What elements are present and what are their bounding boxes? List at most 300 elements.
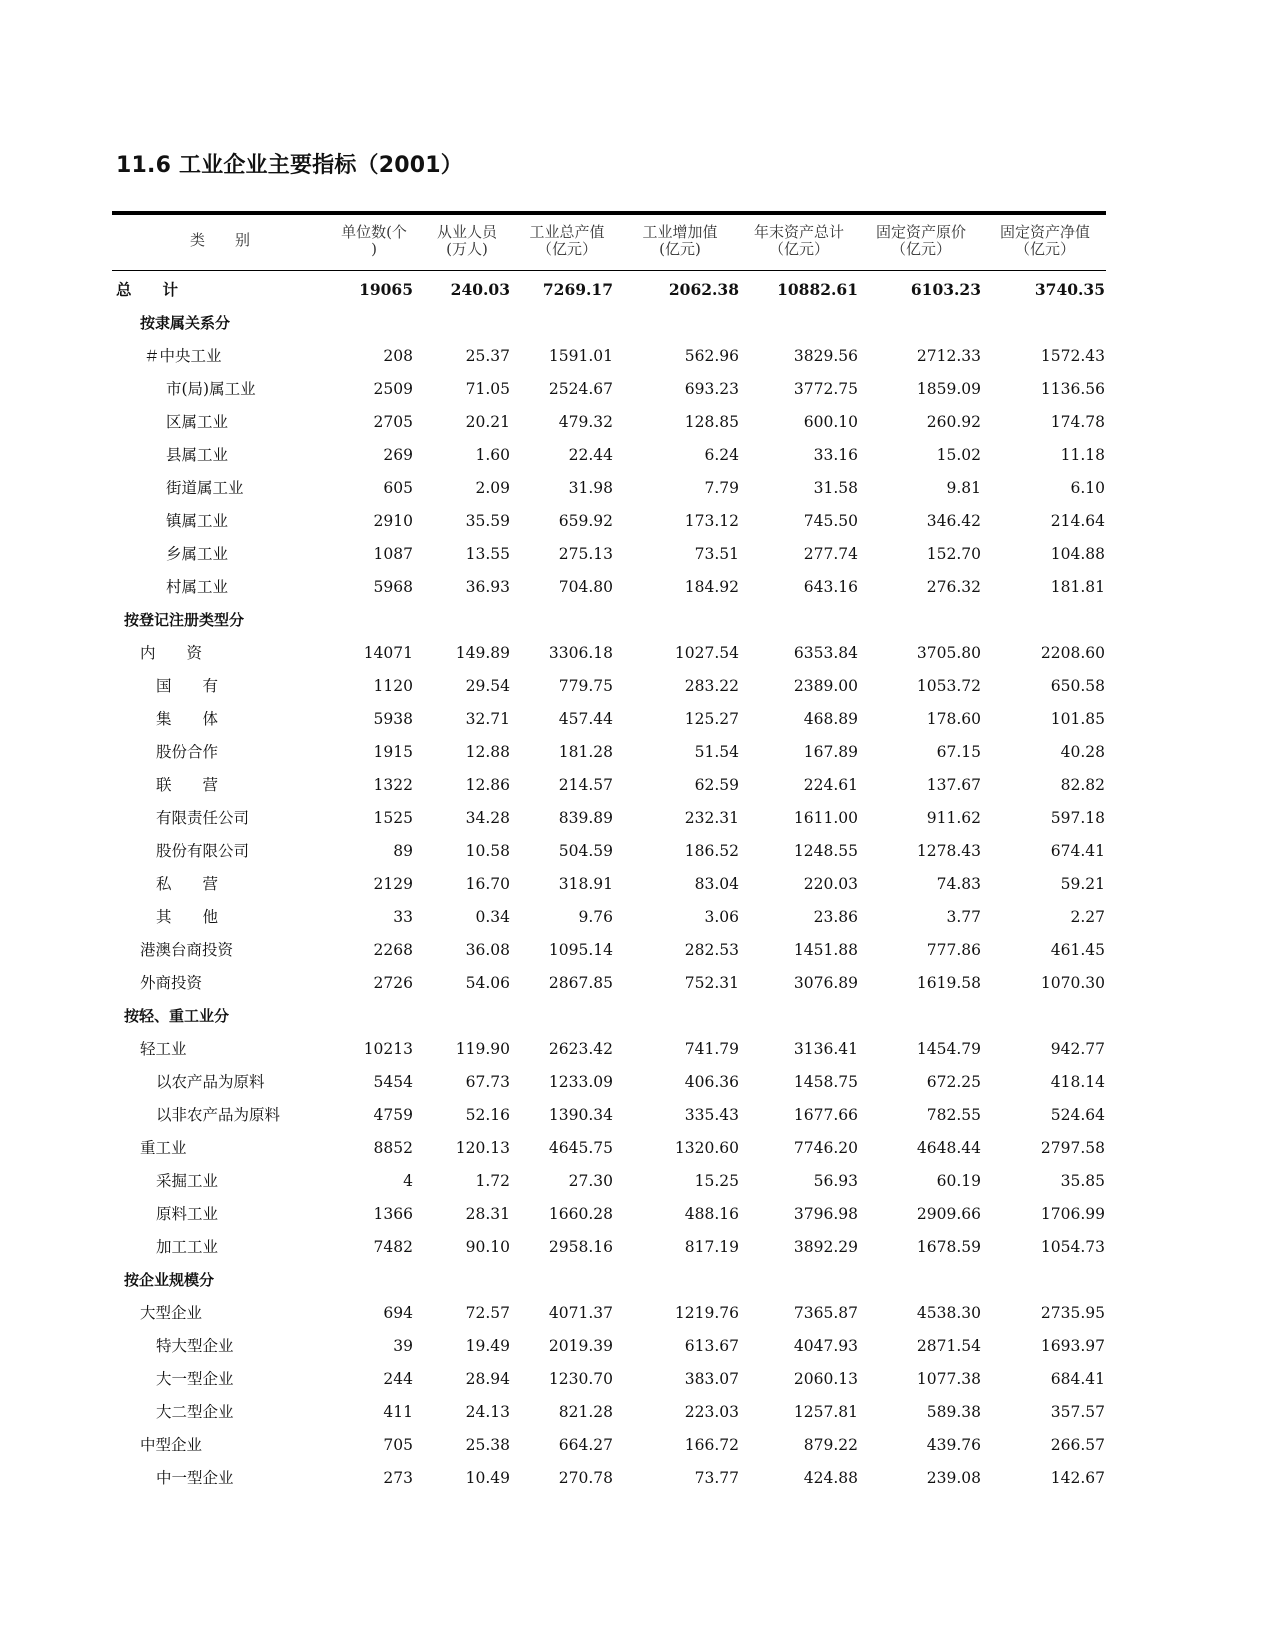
cell-value: 125.27: [684, 710, 739, 728]
cell-value: 418.14: [1050, 1073, 1105, 1091]
cell-value: 2726: [373, 974, 413, 992]
table-row: [112, 542, 1106, 566]
cell-value: 1257.81: [793, 1403, 858, 1421]
cell-value: 1278.43: [916, 842, 981, 860]
cell-value: 232.31: [684, 809, 739, 827]
cell-value: 137.67: [926, 776, 981, 794]
cell-value: 1859.09: [916, 380, 981, 398]
table-row: [112, 1466, 1106, 1490]
cell-value: 3136.41: [793, 1040, 858, 1058]
cell-value: 2268: [373, 941, 413, 959]
cell-value: 9.81: [946, 479, 981, 497]
column-header-line1: 工业增加值: [642, 223, 718, 241]
row-label: 以农产品为原料: [156, 1073, 265, 1091]
cell-value: 839.89: [558, 809, 613, 827]
cell-value: 488.16: [684, 1205, 739, 1223]
cell-value: 181.28: [558, 743, 613, 761]
cell-value: 10.49: [465, 1469, 510, 1487]
cell-value: 1322: [373, 776, 413, 794]
cell-value: 83.04: [694, 875, 739, 893]
cell-value: 12.88: [465, 743, 510, 761]
cell-value: 1366: [373, 1205, 413, 1223]
row-label: 国 有: [156, 677, 219, 695]
table-row: [112, 938, 1106, 962]
cell-value: 7746.20: [793, 1139, 858, 1157]
cell-value: 1136.56: [1040, 380, 1105, 398]
cell-value: 3306.18: [548, 644, 613, 662]
cell-value: 275.13: [558, 545, 613, 563]
cell-value: 1572.43: [1040, 347, 1105, 365]
section-row: [112, 1004, 1106, 1028]
cell-value: 1320.60: [674, 1139, 739, 1157]
table-row: [112, 641, 1106, 665]
cell-value: 239.08: [926, 1469, 981, 1487]
cell-value: 1693.97: [1040, 1337, 1105, 1355]
cell-value: 406.36: [684, 1073, 739, 1091]
cell-value: 74.83: [936, 875, 981, 893]
cell-value: 12.86: [465, 776, 510, 794]
cell-value: 4071.37: [548, 1304, 613, 1322]
cell-value: 32.71: [465, 710, 510, 728]
cell-value: 72.57: [465, 1304, 510, 1322]
cell-value: 1706.99: [1040, 1205, 1105, 1223]
cell-value: 779.75: [558, 677, 613, 695]
cell-value: 10.58: [465, 842, 510, 860]
cell-value: 2129: [373, 875, 413, 893]
cell-value: 31.58: [813, 479, 858, 497]
section-row: [112, 608, 1106, 632]
cell-value: 2.09: [475, 479, 510, 497]
cell-value: 383.07: [684, 1370, 739, 1388]
cell-value: 5454: [373, 1073, 413, 1091]
row-label: 乡属工业: [166, 545, 229, 563]
column-header-line1: 年末资产总计: [753, 223, 844, 241]
table-row: [112, 740, 1106, 764]
row-label: 按企业规模分: [124, 1271, 215, 1289]
row-label: 大型企业: [140, 1304, 203, 1322]
cell-value: 704.80: [558, 578, 613, 596]
cell-value: 439.76: [926, 1436, 981, 1454]
cell-value: 2712.33: [916, 347, 981, 365]
cell-value: 73.51: [694, 545, 739, 563]
row-label: 大一型企业: [156, 1370, 234, 1388]
cell-value: 181.81: [1050, 578, 1105, 596]
table-row: [112, 872, 1106, 896]
cell-value: 694: [383, 1304, 413, 1322]
table-row: [112, 1070, 1106, 1094]
cell-value: 3892.29: [793, 1238, 858, 1256]
table-row: [112, 443, 1106, 467]
cell-value: 15.25: [694, 1172, 739, 1190]
cell-value: 35.85: [1060, 1172, 1105, 1190]
table-row: [112, 1433, 1106, 1457]
cell-value: 3.77: [946, 908, 981, 926]
cell-value: 4648.44: [916, 1139, 981, 1157]
row-label: 中一型企业: [156, 1469, 234, 1487]
cell-value: 457.44: [558, 710, 613, 728]
cell-value: 167.89: [803, 743, 858, 761]
cell-value: 1053.72: [916, 677, 981, 695]
cell-value: 40.28: [1060, 743, 1105, 761]
cell-value: 15.02: [936, 446, 981, 464]
column-header-line1: 固定资产原价: [875, 223, 966, 241]
table-row: [112, 377, 1106, 401]
row-label: 外商投资: [140, 974, 203, 992]
cell-value: 524.64: [1050, 1106, 1105, 1124]
row-label: 内 资: [140, 644, 203, 662]
cell-value: 2867.85: [548, 974, 613, 992]
page-title: 11.6 工业企业主要指标（2001）: [116, 153, 463, 178]
cell-value: 6103.23: [910, 280, 981, 299]
cell-value: 1591.01: [548, 347, 613, 365]
table-row: [112, 1037, 1106, 1061]
cell-value: 4047.93: [793, 1337, 858, 1355]
cell-value: 600.10: [803, 413, 858, 431]
cell-value: 659.92: [558, 512, 613, 530]
cell-value: 20.21: [465, 413, 510, 431]
cell-value: 224.61: [803, 776, 858, 794]
table-row: [112, 575, 1106, 599]
cell-value: 19.49: [465, 1337, 510, 1355]
cell-value: 186.52: [684, 842, 739, 860]
cell-value: 1678.59: [916, 1238, 981, 1256]
row-label: 轻工业: [140, 1040, 187, 1058]
row-label: 联 营: [156, 776, 219, 794]
cell-value: 90.10: [465, 1238, 510, 1256]
cell-value: 67.73: [465, 1073, 510, 1091]
cell-value: 613.67: [684, 1337, 739, 1355]
table-row: [112, 1301, 1106, 1325]
cell-value: 25.38: [465, 1436, 510, 1454]
row-label: 加工工业: [156, 1238, 219, 1256]
cell-value: 411: [383, 1403, 413, 1421]
cell-value: 178.60: [926, 710, 981, 728]
header-bottom-rule: [112, 270, 1106, 271]
cell-value: 1230.70: [548, 1370, 613, 1388]
cell-value: 104.88: [1050, 545, 1105, 563]
cell-value: 1454.79: [916, 1040, 981, 1058]
cell-value: 120.13: [455, 1139, 510, 1157]
cell-value: 208: [383, 347, 413, 365]
row-label: 其 他: [156, 908, 219, 926]
cell-value: 2524.67: [548, 380, 613, 398]
cell-value: 82.82: [1060, 776, 1105, 794]
cell-value: 4538.30: [916, 1304, 981, 1322]
cell-value: 10882.61: [777, 280, 858, 299]
cell-value: 3705.80: [916, 644, 981, 662]
cell-value: 741.79: [684, 1040, 739, 1058]
cell-value: 223.03: [684, 1403, 739, 1421]
cell-value: 89: [393, 842, 413, 860]
table-row: [112, 1103, 1106, 1127]
cell-value: 27.30: [568, 1172, 613, 1190]
cell-value: 11.18: [1060, 446, 1105, 464]
cell-value: 51.54: [694, 743, 739, 761]
cell-value: 693.23: [684, 380, 739, 398]
cell-value: 7482: [373, 1238, 413, 1256]
cell-value: 33.16: [813, 446, 858, 464]
cell-value: 674.41: [1050, 842, 1105, 860]
cell-value: 1390.34: [548, 1106, 613, 1124]
table-row: [112, 476, 1106, 500]
cell-value: 166.72: [684, 1436, 739, 1454]
cell-value: 424.88: [803, 1469, 858, 1487]
cell-value: 879.22: [803, 1436, 858, 1454]
cell-value: 67.15: [936, 743, 981, 761]
table-row: [112, 1169, 1106, 1193]
cell-value: 16.70: [465, 875, 510, 893]
table-row: [112, 1400, 1106, 1424]
cell-value: 214.57: [558, 776, 613, 794]
column-header: [422, 224, 512, 258]
row-label: 原料工业: [156, 1205, 219, 1223]
cell-value: 269: [383, 446, 413, 464]
column-header-line2: (万人): [446, 240, 488, 258]
cell-value: 2705: [373, 413, 413, 431]
cell-value: 2389.00: [793, 677, 858, 695]
cell-value: 6353.84: [793, 644, 858, 662]
cell-value: 589.38: [926, 1403, 981, 1421]
cell-value: 2797.58: [1040, 1139, 1105, 1157]
column-header-line1: 固定资产净值: [999, 223, 1090, 241]
cell-value: 3772.75: [793, 380, 858, 398]
cell-value: 3796.98: [793, 1205, 858, 1223]
cell-value: 28.94: [465, 1370, 510, 1388]
cell-value: 357.57: [1050, 1403, 1105, 1421]
column-header: [861, 224, 981, 258]
cell-value: 149.89: [455, 644, 510, 662]
cell-value: 273: [383, 1469, 413, 1487]
cell-value: 35.59: [465, 512, 510, 530]
cell-value: 282.53: [684, 941, 739, 959]
cell-value: 14071: [363, 644, 413, 662]
cell-value: 1451.88: [793, 941, 858, 959]
cell-value: 817.19: [684, 1238, 739, 1256]
cell-value: 7269.17: [542, 280, 613, 299]
row-label: 特大型企业: [156, 1337, 234, 1355]
cell-value: 28.31: [465, 1205, 510, 1223]
row-label: 有限责任公司: [156, 809, 250, 827]
table-row: [112, 971, 1106, 995]
cell-value: 2623.42: [548, 1040, 613, 1058]
cell-value: 3076.89: [793, 974, 858, 992]
cell-value: 597.18: [1050, 809, 1105, 827]
cell-value: 1660.28: [548, 1205, 613, 1223]
table-row: [112, 410, 1106, 434]
row-label: 区属工业: [166, 413, 229, 431]
cell-value: 277.74: [803, 545, 858, 563]
cell-value: 2208.60: [1040, 644, 1105, 662]
cell-value: 1120: [373, 677, 413, 695]
cell-value: 7365.87: [793, 1304, 858, 1322]
cell-value: 1233.09: [548, 1073, 613, 1091]
cell-value: 777.86: [926, 941, 981, 959]
row-label: 重工业: [140, 1139, 187, 1157]
cell-value: 184.92: [684, 578, 739, 596]
cell-value: 2.27: [1070, 908, 1105, 926]
cell-value: 1219.76: [674, 1304, 739, 1322]
cell-value: 220.03: [803, 875, 858, 893]
cell-value: 62.59: [694, 776, 739, 794]
column-header-line1: 单位数(个: [341, 223, 407, 241]
cell-value: 214.64: [1050, 512, 1105, 530]
table-row: [112, 806, 1106, 830]
cell-value: 1.72: [475, 1172, 510, 1190]
cell-value: 8852: [373, 1139, 413, 1157]
table-row: [112, 1334, 1106, 1358]
cell-value: 468.89: [803, 710, 858, 728]
cell-value: 173.12: [684, 512, 739, 530]
cell-value: 2910: [373, 512, 413, 530]
row-label: 按轻、重工业分: [124, 1007, 230, 1025]
cell-value: 0.34: [475, 908, 510, 926]
cell-value: 25.37: [465, 347, 510, 365]
table-row: [112, 707, 1106, 731]
cell-value: 54.06: [465, 974, 510, 992]
cell-value: 52.16: [465, 1106, 510, 1124]
cell-value: 672.25: [926, 1073, 981, 1091]
cell-value: 34.28: [465, 809, 510, 827]
cell-value: 60.19: [936, 1172, 981, 1190]
column-header-line2: （亿元）: [536, 240, 597, 258]
cell-value: 1611.00: [793, 809, 858, 827]
cell-value: 2062.38: [668, 280, 739, 299]
row-label: 镇属工业: [166, 512, 229, 530]
cell-value: 33: [393, 908, 413, 926]
total-row: [112, 278, 1106, 302]
cell-value: 643.16: [803, 578, 858, 596]
cell-value: 2019.39: [548, 1337, 613, 1355]
cell-value: 650.58: [1050, 677, 1105, 695]
cell-value: 36.93: [465, 578, 510, 596]
cell-value: 1458.75: [793, 1073, 858, 1091]
cell-value: 29.54: [465, 677, 510, 695]
cell-value: 142.67: [1050, 1469, 1105, 1487]
column-header: [739, 224, 859, 258]
cell-value: 479.32: [558, 413, 613, 431]
cell-value: 745.50: [803, 512, 858, 530]
row-label: 街道属工业: [166, 479, 244, 497]
cell-value: 240.03: [450, 280, 510, 299]
column-header: [517, 224, 617, 258]
table-row: [112, 839, 1106, 863]
row-label: 市(局)属工业: [166, 380, 256, 398]
cell-value: 1525: [373, 809, 413, 827]
row-label: 按登记注册类型分: [124, 611, 245, 629]
row-label: 以非农产品为原料: [156, 1106, 281, 1124]
table-row: [112, 1202, 1106, 1226]
section-row: [112, 1268, 1106, 1292]
cell-value: 5938: [373, 710, 413, 728]
cell-value: 7.79: [704, 479, 739, 497]
row-label: 集 体: [156, 710, 219, 728]
table-row: [112, 1136, 1106, 1160]
cell-value: 5968: [373, 578, 413, 596]
cell-value: 36.08: [465, 941, 510, 959]
cell-value: 562.96: [684, 347, 739, 365]
column-header-line2: （亿元）: [768, 240, 829, 258]
table-row: [112, 344, 1106, 368]
cell-value: 2509: [373, 380, 413, 398]
cell-value: 266.57: [1050, 1436, 1105, 1454]
cell-value: 461.45: [1050, 941, 1105, 959]
cell-value: 1677.66: [793, 1106, 858, 1124]
row-label: 港澳台商投资: [140, 941, 234, 959]
cell-value: 260.92: [926, 413, 981, 431]
column-header-line2: （亿元）: [1014, 240, 1075, 258]
cell-value: 684.41: [1050, 1370, 1105, 1388]
cell-value: 1054.73: [1040, 1238, 1105, 1256]
cell-value: 782.55: [926, 1106, 981, 1124]
cell-value: 1027.54: [674, 644, 739, 662]
cell-value: 19065: [359, 280, 413, 299]
cell-value: 2958.16: [548, 1238, 613, 1256]
cell-value: 335.43: [684, 1106, 739, 1124]
table-top-rule: [112, 211, 1106, 215]
cell-value: 605: [383, 479, 413, 497]
cell-value: 10213: [363, 1040, 413, 1058]
cell-value: 3829.56: [793, 347, 858, 365]
row-label: 中型企业: [140, 1436, 203, 1454]
cell-value: 6.24: [704, 446, 739, 464]
cell-value: 39: [393, 1337, 413, 1355]
column-header-line2: ): [371, 240, 377, 258]
cell-value: 911.62: [926, 809, 981, 827]
table-row: [112, 773, 1106, 797]
cell-value: 2060.13: [793, 1370, 858, 1388]
cell-value: 22.44: [568, 446, 613, 464]
cell-value: 504.59: [558, 842, 613, 860]
cell-value: 4759: [373, 1106, 413, 1124]
cell-value: 174.78: [1050, 413, 1105, 431]
table-row: [112, 509, 1106, 533]
cell-value: 1095.14: [548, 941, 613, 959]
row-label: 村属工业: [166, 578, 229, 596]
cell-value: 346.42: [926, 512, 981, 530]
cell-value: 9.76: [578, 908, 613, 926]
row-label: 县属工业: [166, 446, 229, 464]
cell-value: 705: [383, 1436, 413, 1454]
row-label: 总 计: [116, 280, 179, 299]
row-label: 股份合作: [156, 743, 219, 761]
column-header-line2: (亿元): [659, 240, 701, 258]
cell-value: 24.13: [465, 1403, 510, 1421]
cell-value: 1.60: [475, 446, 510, 464]
cell-value: 318.91: [558, 875, 613, 893]
cell-value: 2909.66: [916, 1205, 981, 1223]
cell-value: 128.85: [684, 413, 739, 431]
row-label: 私 营: [156, 875, 219, 893]
cell-value: 23.86: [813, 908, 858, 926]
row-label: 按隶属关系分: [140, 314, 231, 332]
column-header-line2: （亿元）: [890, 240, 951, 258]
table-row: [112, 905, 1106, 929]
cell-value: 59.21: [1060, 875, 1105, 893]
cell-value: 664.27: [558, 1436, 613, 1454]
cell-value: 752.31: [684, 974, 739, 992]
section-row: [112, 311, 1106, 335]
cell-value: 276.32: [926, 578, 981, 596]
column-header-line1: 工业总产值: [529, 223, 605, 241]
cell-value: 3740.35: [1034, 280, 1105, 299]
cell-value: 4: [403, 1172, 413, 1190]
cell-value: 1248.55: [793, 842, 858, 860]
cell-value: 152.70: [926, 545, 981, 563]
row-label: 股份有限公司: [156, 842, 250, 860]
column-header: [985, 224, 1105, 258]
row-label: 大二型企业: [156, 1403, 234, 1421]
cell-value: 244: [383, 1370, 413, 1388]
